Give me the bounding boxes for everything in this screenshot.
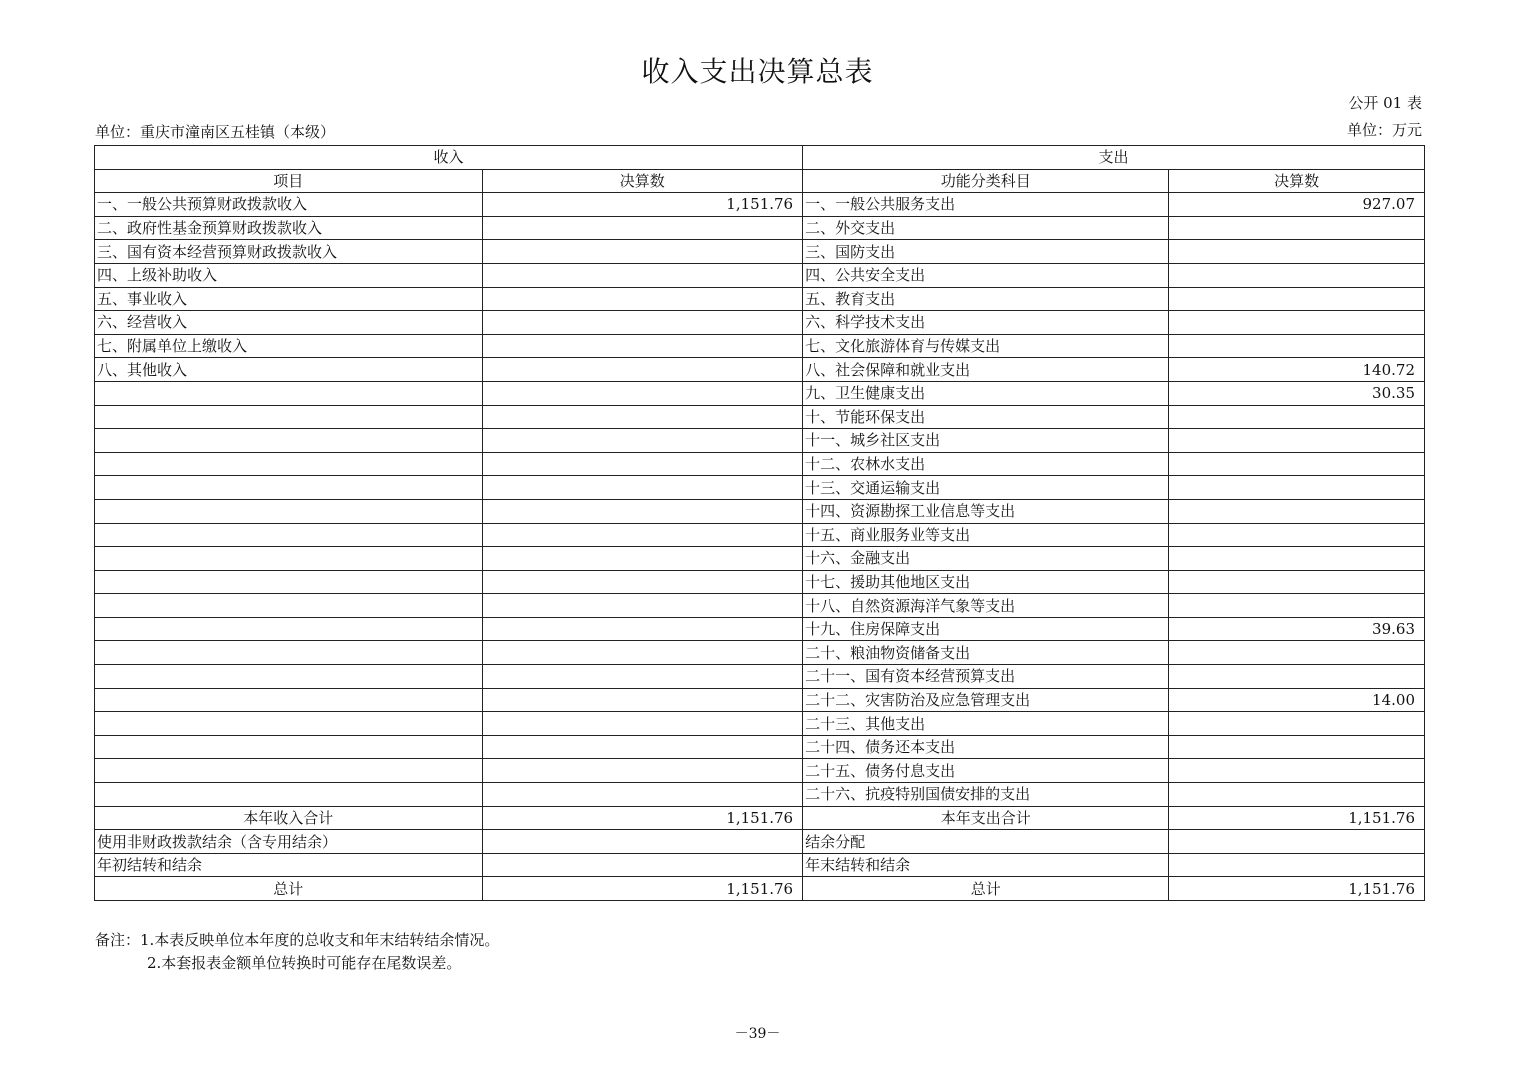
income-amount-cell <box>482 830 803 854</box>
expense-item-cell: 二十四、债务还本支出 <box>803 735 1169 759</box>
income-expense-table <box>94 145 1425 901</box>
income-item-cell: 二、政府性基金预算财政拨款收入 <box>95 216 483 240</box>
expense-item-cell: 十一、城乡社区支出 <box>803 429 1169 453</box>
income-amount-cell <box>482 263 803 287</box>
expense-item-cell: 四、公共安全支出 <box>803 263 1169 287</box>
income-item-cell: 七、附属单位上缴收入 <box>95 334 483 358</box>
income-amount-cell <box>482 570 803 594</box>
income-item-cell <box>95 523 483 547</box>
note-line-1: 备注：1.本表反映单位本年度的总收支和年末结转结余情况。 <box>95 931 500 949</box>
table-row <box>95 287 1425 311</box>
expense-amount-column-header: 决算数 <box>1169 169 1425 193</box>
expense-amount-cell <box>1169 452 1425 476</box>
income-item-cell <box>95 688 483 712</box>
expense-item-cell: 十六、金融支出 <box>803 547 1169 571</box>
income-amount-cell <box>482 547 803 571</box>
expense-item-cell: 十八、自然资源海洋气象等支出 <box>803 594 1169 618</box>
table-row <box>95 381 1425 405</box>
section-header-row <box>95 146 1425 170</box>
income-amount-cell <box>482 523 803 547</box>
currency-unit: 单位：万元 <box>1346 121 1422 139</box>
expense-item-cell: 九、卫生健康支出 <box>803 381 1169 405</box>
expense-amount-cell <box>1169 547 1425 571</box>
income-amount-cell <box>482 641 803 665</box>
income-amount-cell <box>482 499 803 523</box>
table-row <box>95 263 1425 287</box>
table-row <box>95 759 1425 783</box>
income-amount-cell <box>482 311 803 335</box>
expense-amount-cell <box>1169 334 1425 358</box>
expense-section-header: 支出 <box>803 146 1425 170</box>
expense-amount-cell <box>1169 216 1425 240</box>
table-number: 公开 01 表 <box>1348 94 1422 112</box>
expense-amount-cell <box>1169 853 1425 877</box>
expense-item-cell: 二十二、灾害防治及应急管理支出 <box>803 688 1169 712</box>
income-item-cell <box>95 381 483 405</box>
expense-amount-cell <box>1169 783 1425 807</box>
table-row <box>95 783 1425 807</box>
expense-amount-cell <box>1169 476 1425 500</box>
table-row <box>95 570 1425 594</box>
expense-item-cell: 十、节能环保支出 <box>803 405 1169 429</box>
income-item-cell <box>95 783 483 807</box>
income-amount-cell <box>482 240 803 264</box>
income-amount-cell <box>482 853 803 877</box>
income-item-cell: 六、经营收入 <box>95 311 483 335</box>
summary-row <box>95 806 1425 830</box>
expense-item-cell: 二十、粮油物资储备支出 <box>803 641 1169 665</box>
expense-amount-cell <box>1169 240 1425 264</box>
income-item-cell <box>95 476 483 500</box>
expense-item-cell: 五、教育支出 <box>803 287 1169 311</box>
table-row <box>95 641 1425 665</box>
page-number: －39－ <box>734 1026 781 1042</box>
income-item-cell: 一、一般公共预算财政拨款收入 <box>95 193 483 217</box>
expense-amount-cell: 140.72 <box>1169 358 1425 382</box>
table-row <box>95 735 1425 759</box>
expense-amount-cell <box>1169 263 1425 287</box>
expense-item-cell: 结余分配 <box>803 830 1169 854</box>
expense-item-cell: 十五、商业服务业等支出 <box>803 523 1169 547</box>
table-row <box>95 452 1425 476</box>
expense-item-cell: 十七、援助其他地区支出 <box>803 570 1169 594</box>
expense-amount-cell <box>1169 735 1425 759</box>
table-row <box>95 499 1425 523</box>
notes <box>95 929 499 975</box>
income-item-cell: 五、事业收入 <box>95 287 483 311</box>
expense-amount-cell <box>1169 311 1425 335</box>
expense-item-cell: 二、外交支出 <box>803 216 1169 240</box>
income-item-cell <box>95 452 483 476</box>
reporting-unit: 单位：重庆市潼南区五桂镇（本级） <box>95 123 336 141</box>
table-row <box>95 311 1425 335</box>
expense-item-cell: 本年支出合计 <box>803 806 1169 830</box>
income-item-cell: 四、上级补助收入 <box>95 263 483 287</box>
income-item-cell: 使用非财政拨款结余（含专用结余） <box>95 830 483 854</box>
table-row <box>95 405 1425 429</box>
income-item-cell <box>95 547 483 571</box>
expense-item-cell: 八、社会保障和就业支出 <box>803 358 1169 382</box>
expense-amount-cell: 30.35 <box>1169 381 1425 405</box>
column-header-row <box>95 169 1425 193</box>
income-item-column-header: 项目 <box>95 169 483 193</box>
income-item-cell <box>95 499 483 523</box>
income-item-cell: 年初结转和结余 <box>95 853 483 877</box>
expense-item-cell: 一、一般公共服务支出 <box>803 193 1169 217</box>
table-row <box>95 547 1425 571</box>
expense-amount-cell <box>1169 499 1425 523</box>
income-amount-cell <box>482 759 803 783</box>
income-item-cell <box>95 759 483 783</box>
income-amount-cell <box>482 358 803 382</box>
income-item-cell: 八、其他收入 <box>95 358 483 382</box>
income-amount-cell <box>482 429 803 453</box>
income-amount-cell <box>482 617 803 641</box>
expense-amount-cell <box>1169 405 1425 429</box>
expense-amount-cell <box>1169 523 1425 547</box>
expense-item-cell: 十二、农林水支出 <box>803 452 1169 476</box>
income-amount-cell <box>482 783 803 807</box>
income-item-cell <box>95 429 483 453</box>
income-item-cell: 本年收入合计 <box>95 806 483 830</box>
table-row <box>95 523 1425 547</box>
income-amount-cell <box>482 594 803 618</box>
expense-amount-cell <box>1169 641 1425 665</box>
expense-item-cell: 二十三、其他支出 <box>803 712 1169 736</box>
summary-row <box>95 877 1425 901</box>
income-item-cell <box>95 405 483 429</box>
expense-amount-cell: 14.00 <box>1169 688 1425 712</box>
expense-item-cell: 总计 <box>803 877 1169 901</box>
expense-amount-cell: 1,151.76 <box>1169 806 1425 830</box>
expense-item-cell: 年末结转和结余 <box>803 853 1169 877</box>
income-item-cell <box>95 735 483 759</box>
income-item-cell: 三、国有资本经营预算财政拨款收入 <box>95 240 483 264</box>
table-row <box>95 617 1425 641</box>
summary-row <box>95 830 1425 854</box>
expense-amount-cell: 927.07 <box>1169 193 1425 217</box>
income-amount-cell <box>482 688 803 712</box>
table-row <box>95 240 1425 264</box>
income-amount-cell <box>482 665 803 689</box>
table-row <box>95 193 1425 217</box>
income-amount-cell <box>482 452 803 476</box>
income-amount-column-header: 决算数 <box>482 169 803 193</box>
table-row <box>95 712 1425 736</box>
table-row <box>95 358 1425 382</box>
expense-amount-cell <box>1169 429 1425 453</box>
income-item-cell <box>95 617 483 641</box>
income-amount-cell <box>482 381 803 405</box>
income-section-header: 收入 <box>95 146 803 170</box>
table-row <box>95 476 1425 500</box>
table-body <box>95 193 1425 901</box>
expense-amount-cell <box>1169 665 1425 689</box>
expense-amount-cell: 1,151.76 <box>1169 877 1425 901</box>
expense-item-cell: 二十五、债务付息支出 <box>803 759 1169 783</box>
expense-item-cell: 二十一、国有资本经营预算支出 <box>803 665 1169 689</box>
expense-item-cell: 二十六、抗疫特别国债安排的支出 <box>803 783 1169 807</box>
expense-amount-cell <box>1169 830 1425 854</box>
income-item-cell <box>95 594 483 618</box>
expense-amount-cell <box>1169 712 1425 736</box>
income-item-cell: 总计 <box>95 877 483 901</box>
income-item-cell <box>95 570 483 594</box>
table-row <box>95 594 1425 618</box>
income-amount-cell: 1,151.76 <box>482 877 803 901</box>
table-row <box>95 429 1425 453</box>
expense-item-cell: 十四、资源勘探工业信息等支出 <box>803 499 1169 523</box>
income-amount-cell <box>482 735 803 759</box>
expense-item-cell: 十三、交通运输支出 <box>803 476 1169 500</box>
table-row <box>95 665 1425 689</box>
income-item-cell <box>95 665 483 689</box>
expense-amount-cell <box>1169 594 1425 618</box>
expense-amount-cell <box>1169 759 1425 783</box>
expense-item-cell: 十九、住房保障支出 <box>803 617 1169 641</box>
income-item-cell <box>95 641 483 665</box>
income-amount-cell <box>482 405 803 429</box>
income-amount-cell: 1,151.76 <box>482 806 803 830</box>
table-row <box>95 334 1425 358</box>
expense-item-cell: 七、文化旅游体育与传媒支出 <box>803 334 1169 358</box>
expense-amount-cell <box>1169 287 1425 311</box>
table-row <box>95 688 1425 712</box>
note-line-2: 2.本套报表金额单位转换时可能存在尾数误差。 <box>147 954 462 972</box>
summary-row <box>95 853 1425 877</box>
income-amount-cell <box>482 476 803 500</box>
income-amount-cell <box>482 712 803 736</box>
income-amount-cell: 1,151.76 <box>482 193 803 217</box>
expense-item-cell: 六、科学技术支出 <box>803 311 1169 335</box>
income-amount-cell <box>482 287 803 311</box>
income-amount-cell <box>482 216 803 240</box>
income-item-cell <box>95 712 483 736</box>
expense-item-column-header: 功能分类科目 <box>803 169 1169 193</box>
income-amount-cell <box>482 334 803 358</box>
expense-amount-cell <box>1169 570 1425 594</box>
expense-item-cell: 三、国防支出 <box>803 240 1169 264</box>
expense-amount-cell: 39.63 <box>1169 617 1425 641</box>
table-row <box>95 216 1425 240</box>
page-title: 收入支出决算总表 <box>641 55 874 88</box>
